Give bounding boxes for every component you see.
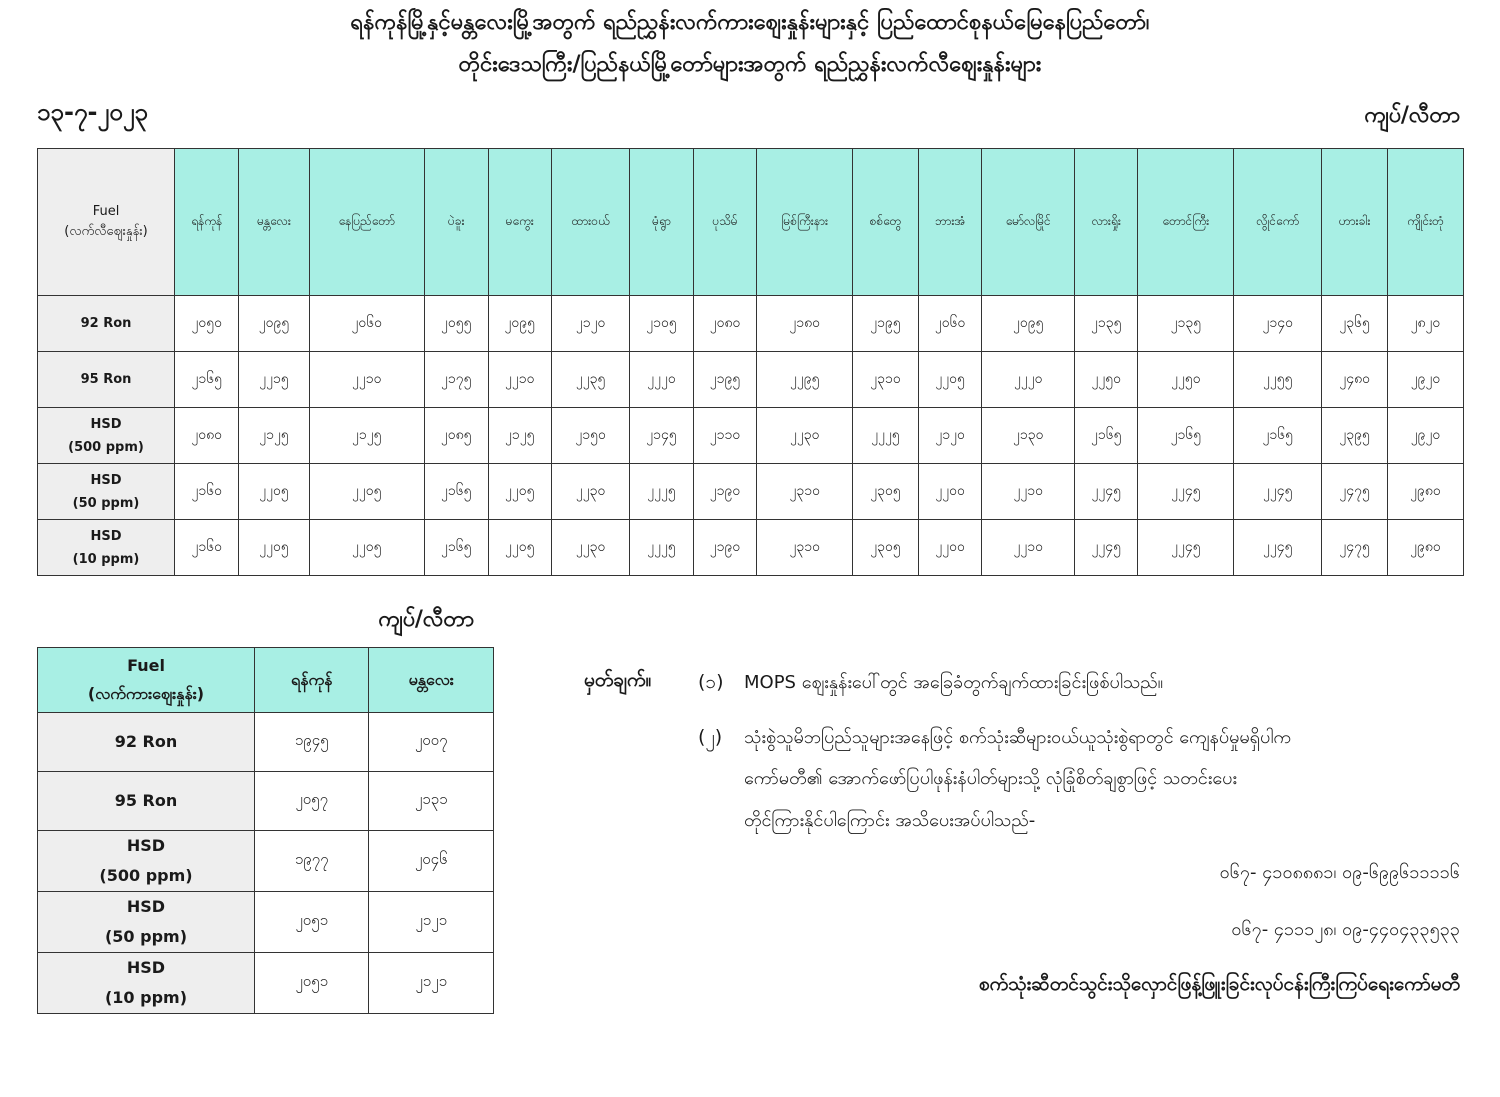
price-cell: ၂၁၆၀ xyxy=(175,464,239,520)
price-cell: ၂၂၀၀ xyxy=(918,520,981,576)
fuel-type-cell xyxy=(38,772,255,831)
price-cell: ၂၂၀၅ xyxy=(239,464,309,520)
phone-numbers-1: ၀၆၇- ၄၁၀၈၈၈၁၊ ၀၉-၆၉၉၆၁၁၁၁၆ xyxy=(1219,862,1460,883)
price-cell: ၂၂၄၅ xyxy=(1138,464,1234,520)
fuel-type-line1: 95 Ron xyxy=(80,372,132,387)
fuel-type-cell xyxy=(38,831,255,892)
price-cell: ၂၁၆၀ xyxy=(175,520,239,576)
retail-header-row xyxy=(38,149,1464,296)
price-cell: ၂၁၂၅ xyxy=(239,408,309,464)
fuel-type-cell xyxy=(38,408,175,464)
fuel-type-line2: (10 ppm) xyxy=(104,988,188,1007)
fuel-type-cell xyxy=(38,464,175,520)
price-cell: ၂၀၅၁ xyxy=(255,892,369,953)
price-cell: ၂၂၅၀ xyxy=(1075,352,1138,408)
price-cell: ၂၂၃၀ xyxy=(757,408,853,464)
city-header: ပုသိမ် xyxy=(693,149,757,296)
price-cell: ၂၂၁၅ xyxy=(239,352,309,408)
note-2-number: (၂) xyxy=(698,726,723,748)
price-cell: ၂၀၉၅ xyxy=(488,296,551,352)
table-row xyxy=(38,953,494,1014)
price-cell: ၂၂၁၀ xyxy=(488,352,551,408)
price-cell: ၂၁၃၀ xyxy=(982,408,1075,464)
fuel-type-line2: (10 ppm) xyxy=(72,551,140,567)
price-cell: ၂၁၆၅ xyxy=(175,352,239,408)
table-row xyxy=(38,296,1464,352)
price-cell: ၂၄၈၀ xyxy=(1322,352,1388,408)
note-2-line-2: ကော်မတီ၏ အောက်ဖော်ပြပါဖုန်းနံပါတ်များသို့ လုံခြုံစိတ်ချစွာဖြင့် သတင်းပေး xyxy=(744,768,1237,789)
price-cell: ၁၉၄၅ xyxy=(255,713,369,772)
fuel-type-cell xyxy=(38,953,255,1014)
fuel-type-line1: HSD xyxy=(126,958,166,977)
price-cell: ၂၀၈၀ xyxy=(175,408,239,464)
city-header: နေပြည်တော် xyxy=(309,149,424,296)
fuel-type-cell xyxy=(38,520,175,576)
price-cell: ၂၂၃၀ xyxy=(551,520,629,576)
city-header: လွိုင်ကော် xyxy=(1234,149,1322,296)
price-cell: ၂၁၅၀ xyxy=(551,408,629,464)
price-cell: ၂၀၅၀ xyxy=(175,296,239,352)
price-cell: ၂၃၀၅ xyxy=(853,464,919,520)
retail-price-table xyxy=(37,148,1464,576)
price-cell: ၂၁၈၀ xyxy=(757,296,853,352)
price-cell: ၂၂၄၅ xyxy=(1234,464,1322,520)
city-header: မန္တလေး xyxy=(369,648,494,713)
price-cell: ၂၉၈၀ xyxy=(1387,464,1463,520)
city-header: ကျိုင်းတုံ xyxy=(1387,149,1463,296)
price-cell: ၂၃၁၀ xyxy=(757,464,853,520)
price-cell: ၂၁၉၀ xyxy=(693,464,757,520)
price-cell: ၂၂၀၅ xyxy=(488,464,551,520)
price-cell: ၂၃၁၀ xyxy=(757,520,853,576)
title-line-1: ရန်ကုန်မြို့နှင့်မန္တလေးမြို့အတွက် ရည်ညွှန်းလက်ကားဈေးနှုန်းများနှင့် ပြည်ထောင်စုနယ်မြေနေပြည်တော်၊ xyxy=(350,10,1150,35)
city-header: ဟားခါး xyxy=(1322,149,1388,296)
city-header: မြစ်ကြီးနား xyxy=(757,149,853,296)
price-cell: ၂၁၀၅ xyxy=(630,296,693,352)
document-date: ၁၃-၇-၂၀၂၃ xyxy=(37,98,148,126)
price-cell: ၂၂၄၅ xyxy=(1234,520,1322,576)
fuel-type-cell xyxy=(38,296,175,352)
fuel-header-line2: (လက်လီဈေးနှုန်း) xyxy=(64,224,148,239)
price-cell: ၂၀၀၇ xyxy=(369,713,494,772)
city-header: မန္တလေး xyxy=(239,149,309,296)
price-cell: ၂၉၂၀ xyxy=(1387,408,1463,464)
price-cell: ၂၀၈၅ xyxy=(424,408,488,464)
price-cell: ၂၃၆၅ xyxy=(1322,296,1388,352)
price-cell: ၂၀၄၆ xyxy=(369,831,494,892)
price-cell: ၂၁၁၀ xyxy=(693,408,757,464)
price-cell: ၂၂၁၀ xyxy=(309,352,424,408)
price-cell: ၂၁၉၅ xyxy=(693,352,757,408)
price-cell: ၂၁၄၅ xyxy=(630,408,693,464)
price-cell: ၂၀၆၀ xyxy=(918,296,981,352)
table-row xyxy=(38,520,1464,576)
price-cell: ၂၁၆၅ xyxy=(1234,408,1322,464)
wholesale-price-table xyxy=(37,647,494,1014)
fuel-header xyxy=(38,149,175,296)
price-cell: ၂၂၁၀ xyxy=(982,520,1075,576)
table-row xyxy=(38,892,494,953)
price-cell: ၂၁၄၀ xyxy=(1234,296,1322,352)
price-cell: ၂၂၀၅ xyxy=(309,520,424,576)
fuel-type-line2: (50 ppm) xyxy=(72,495,140,511)
fuel-header-line1: Fuel xyxy=(92,204,120,219)
price-cell: ၂၂၁၀ xyxy=(982,464,1075,520)
price-cell: ၂၉၈၀ xyxy=(1387,520,1463,576)
fuel-type-cell xyxy=(38,713,255,772)
committee-name: စက်သုံးဆီတင်သွင်းသိုလှောင်ဖြန့်ဖြူးခြင်းလုပ်ငန်းကြီးကြပ်ရေးကော်မတီ xyxy=(978,973,1460,995)
price-cell: ၂၁၉၅ xyxy=(853,296,919,352)
price-cell: ၂၁၆၅ xyxy=(424,520,488,576)
price-cell: ၂၀၈၀ xyxy=(693,296,757,352)
city-header: ရန်ကုန် xyxy=(255,648,369,713)
price-cell: ၂၂၀၅ xyxy=(239,520,309,576)
fuel-type-line1: 95 Ron xyxy=(114,791,178,810)
price-cell: ၂၁၂၅ xyxy=(488,408,551,464)
city-header: ပဲခူး xyxy=(424,149,488,296)
city-header: ဘားအံ xyxy=(918,149,981,296)
price-cell: ၂၂၄၅ xyxy=(1138,520,1234,576)
table-row xyxy=(38,831,494,892)
fuel-type-cell xyxy=(38,892,255,953)
fuel-type-line1: HSD xyxy=(90,472,122,488)
price-cell: ၂၁၃၅ xyxy=(1138,296,1234,352)
note-2-line-3: တိုင်ကြားနိုင်ပါကြောင်း အသိပေးအပ်ပါသည်- xyxy=(744,810,1036,831)
fuel-type-line1: 92 Ron xyxy=(114,732,178,751)
price-cell: ၂၀၅၁ xyxy=(255,953,369,1014)
phone-numbers-2: ၀၆၇- ၄၁၁၁၂၈၊ ၀၉-၄၄၀၄၃၃၅၃၃ xyxy=(1231,919,1460,940)
price-cell: ၂၂၀၅ xyxy=(488,520,551,576)
price-cell: ၂၂၀၀ xyxy=(918,464,981,520)
fuel-header-line2: (လက်ကားဈေးနှုန်း) xyxy=(87,684,205,703)
table-row xyxy=(38,713,494,772)
fuel-type-line1: HSD xyxy=(126,836,166,855)
price-cell: ၂၄၇၅ xyxy=(1322,520,1388,576)
price-cell: ၂၂၅၀ xyxy=(1138,352,1234,408)
price-cell: ၂၂၉၅ xyxy=(757,352,853,408)
city-header: လားရှိုး xyxy=(1075,149,1138,296)
table-row xyxy=(38,352,1464,408)
city-header: မုံရွာ xyxy=(630,149,693,296)
price-cell: ၂၁၉၀ xyxy=(693,520,757,576)
price-cell: ၂၁၂၅ xyxy=(309,408,424,464)
fuel-type-line2: (500 ppm) xyxy=(68,439,144,455)
price-cell: ၂၃၀၅ xyxy=(853,520,919,576)
fuel-header-line1: Fuel xyxy=(127,656,165,675)
price-cell: ၂၁၇၅ xyxy=(424,352,488,408)
price-cell: ၂၃၁၀ xyxy=(853,352,919,408)
price-cell: ၂၂၂၀ xyxy=(630,352,693,408)
price-cell: ၂၂၃၅ xyxy=(551,352,629,408)
notes-label: မှတ်ချက်။ xyxy=(584,669,652,691)
price-cell: ၂၂၂၅ xyxy=(630,520,693,576)
price-cell: ၂၁၂၀ xyxy=(551,296,629,352)
price-cell: ၂၁၆၅ xyxy=(1138,408,1234,464)
price-cell: ၂၂၅၅ xyxy=(1234,352,1322,408)
price-cell: ၂၁၂၀ xyxy=(918,408,981,464)
unit-label-top: ကျပ်/လီတာ xyxy=(1364,103,1460,128)
price-cell: ၂၁၃၅ xyxy=(1075,296,1138,352)
city-header: မကွေး xyxy=(488,149,551,296)
fuel-type-line1: 92 Ron xyxy=(80,316,132,331)
price-cell: ၂၂၂၀ xyxy=(982,352,1075,408)
city-header: ထားဝယ် xyxy=(551,149,629,296)
fuel-type-line1: HSD xyxy=(90,528,122,544)
fuel-type-line1: HSD xyxy=(90,416,122,432)
price-cell: ၂၃၉၅ xyxy=(1322,408,1388,464)
fuel-type-line2: (500 ppm) xyxy=(99,866,193,885)
table-row xyxy=(38,464,1464,520)
table-row xyxy=(38,772,494,831)
table-row xyxy=(38,408,1464,464)
fuel-type-cell xyxy=(38,352,175,408)
price-cell: ၂၂၃၀ xyxy=(551,464,629,520)
city-header: စစ်တွေ xyxy=(853,149,919,296)
price-cell: ၂၁၃၁ xyxy=(369,772,494,831)
note-1-number: (၁) xyxy=(698,671,724,693)
note-2-line-1: သုံးစွဲသူမိဘပြည်သူများအနေဖြင့် စက်သုံးဆီများဝယ်ယူသုံးစွဲရာတွင် ကျေနပ်မှုမရှိပါက xyxy=(744,727,1291,748)
city-header: ရန်ကုန် xyxy=(175,149,239,296)
price-cell: ၂၉၂၀ xyxy=(1387,352,1463,408)
price-cell: ၂၂၀၅ xyxy=(309,464,424,520)
price-cell: ၂၁၆၅ xyxy=(424,464,488,520)
price-cell: ၂၀၉၅ xyxy=(982,296,1075,352)
price-cell: ၁၉၇၇ xyxy=(255,831,369,892)
price-cell: ၂၄၇၅ xyxy=(1322,464,1388,520)
price-cell: ၂၀၆၀ xyxy=(309,296,424,352)
fuel-type-line1: HSD xyxy=(126,897,166,916)
unit-label-bottom: ကျပ်/လီတာ xyxy=(378,607,474,632)
price-cell: ၂၀၉၅ xyxy=(239,296,309,352)
note-1-text: MOPS ဈေးနှုန်းပေါ်တွင် အခြေခံတွက်ချက်ထားခြင်းဖြစ်ပါသည်။ xyxy=(744,672,1164,693)
price-cell: ၂၈၂၀ xyxy=(1387,296,1463,352)
price-cell: ၂၂၄၅ xyxy=(1075,520,1138,576)
city-header: တောင်ကြီး xyxy=(1138,149,1234,296)
fuel-type-line2: (50 ppm) xyxy=(104,927,188,946)
city-header: မော်လမြိုင် xyxy=(982,149,1075,296)
title-line-2: တိုင်းဒေသကြီး/ပြည်နယ်မြို့တော်များအတွက် ရည်ညွှန်းလက်လီဈေးနှုန်းများ xyxy=(458,52,1042,77)
price-cell: ၂၂၄၅ xyxy=(1075,464,1138,520)
price-cell: ၂၁၂၁ xyxy=(369,892,494,953)
price-cell: ၂၂၂၅ xyxy=(853,408,919,464)
wholesale-header-row xyxy=(38,648,494,713)
fuel-header xyxy=(38,648,255,713)
price-cell: ၂၀၅၇ xyxy=(255,772,369,831)
price-cell: ၂၁၆၅ xyxy=(1075,408,1138,464)
price-cell: ၂၂၀၅ xyxy=(918,352,981,408)
price-cell: ၂၁၂၁ xyxy=(369,953,494,1014)
price-cell: ၂၀၅၅ xyxy=(424,296,488,352)
price-cell: ၂၂၂၅ xyxy=(630,464,693,520)
